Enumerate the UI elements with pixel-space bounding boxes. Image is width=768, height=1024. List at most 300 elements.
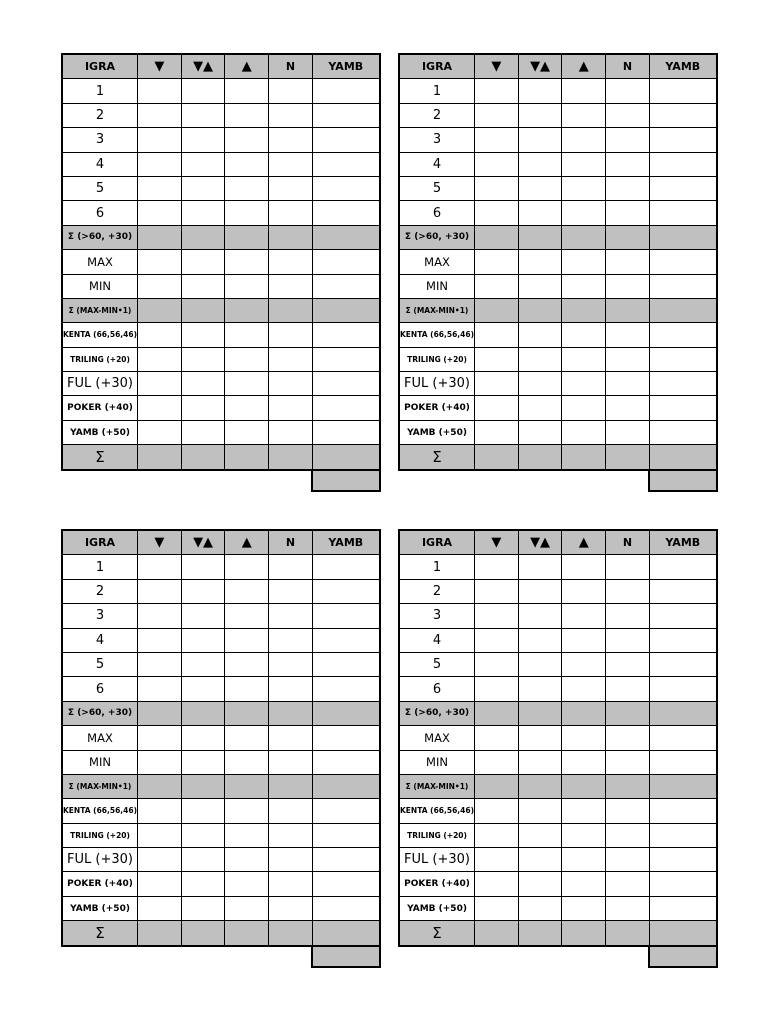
- score-cell-n[interactable]: [269, 579, 313, 603]
- score-cell-n[interactable]: [606, 79, 650, 103]
- score-cell-down[interactable]: [475, 274, 519, 298]
- score-cell-n[interactable]: [606, 555, 650, 579]
- score-cell-down[interactable]: [475, 152, 519, 176]
- score-cell-down[interactable]: [475, 396, 519, 420]
- score-cell-updown[interactable]: [181, 152, 225, 176]
- score-cell-n[interactable]: [269, 848, 313, 872]
- score-cell-up[interactable]: [562, 677, 606, 701]
- score-cell-up[interactable]: [225, 799, 269, 823]
- score-cell-updown[interactable]: [518, 274, 562, 298]
- score-cell-updown[interactable]: [181, 628, 225, 652]
- score-cell-n[interactable]: [269, 677, 313, 701]
- score-cell-updown[interactable]: [181, 799, 225, 823]
- score-cell-down[interactable]: [138, 677, 182, 701]
- score-cell-n[interactable]: [269, 347, 313, 371]
- score-cell-down[interactable]: [475, 604, 519, 628]
- score-cell-down[interactable]: [138, 347, 182, 371]
- score-cell-yamb[interactable]: [649, 750, 717, 774]
- score-cell-up[interactable]: [562, 726, 606, 750]
- score-cell-yamb[interactable]: [649, 823, 717, 847]
- score-cell-down[interactable]: [138, 701, 182, 725]
- score-cell-up[interactable]: [225, 726, 269, 750]
- score-cell-up[interactable]: [225, 652, 269, 676]
- score-cell-n[interactable]: [269, 774, 313, 798]
- score-cell-down[interactable]: [138, 298, 182, 322]
- score-cell-down[interactable]: [475, 726, 519, 750]
- score-cell-yamb[interactable]: [312, 103, 380, 127]
- score-cell-n[interactable]: [606, 201, 650, 225]
- score-cell-n[interactable]: [606, 726, 650, 750]
- score-cell-n[interactable]: [269, 79, 313, 103]
- score-cell-n[interactable]: [269, 701, 313, 725]
- score-cell-n[interactable]: [606, 396, 650, 420]
- score-cell-up[interactable]: [562, 652, 606, 676]
- score-cell-up[interactable]: [562, 799, 606, 823]
- score-cell-yamb[interactable]: [649, 677, 717, 701]
- score-cell-up[interactable]: [225, 274, 269, 298]
- score-cell-up[interactable]: [562, 774, 606, 798]
- score-cell-updown[interactable]: [518, 323, 562, 347]
- score-cell-up[interactable]: [562, 420, 606, 444]
- score-cell-up[interactable]: [562, 152, 606, 176]
- score-cell-up[interactable]: [225, 445, 269, 470]
- score-cell-down[interactable]: [475, 774, 519, 798]
- score-cell-n[interactable]: [606, 103, 650, 127]
- score-cell-n[interactable]: [269, 225, 313, 249]
- score-cell-yamb[interactable]: [649, 176, 717, 200]
- score-cell-updown[interactable]: [518, 896, 562, 920]
- score-cell-up[interactable]: [225, 896, 269, 920]
- score-cell-n[interactable]: [269, 176, 313, 200]
- score-cell-up[interactable]: [562, 347, 606, 371]
- score-cell-n[interactable]: [269, 750, 313, 774]
- score-cell-n[interactable]: [606, 347, 650, 371]
- score-cell-updown[interactable]: [181, 420, 225, 444]
- score-cell-down[interactable]: [475, 579, 519, 603]
- score-cell-updown[interactable]: [518, 128, 562, 152]
- score-cell-up[interactable]: [225, 823, 269, 847]
- score-cell-down[interactable]: [475, 628, 519, 652]
- score-cell-down[interactable]: [138, 128, 182, 152]
- score-cell-down[interactable]: [138, 848, 182, 872]
- score-cell-down[interactable]: [138, 896, 182, 920]
- score-cell-updown[interactable]: [518, 823, 562, 847]
- score-cell-updown[interactable]: [181, 823, 225, 847]
- score-cell-up[interactable]: [562, 921, 606, 946]
- score-cell-up[interactable]: [562, 298, 606, 322]
- score-cell-down[interactable]: [475, 823, 519, 847]
- score-cell-up[interactable]: [225, 579, 269, 603]
- score-cell-up[interactable]: [225, 628, 269, 652]
- score-cell-updown[interactable]: [518, 152, 562, 176]
- score-cell-down[interactable]: [138, 823, 182, 847]
- score-cell-down[interactable]: [138, 274, 182, 298]
- score-cell-down[interactable]: [475, 750, 519, 774]
- score-cell-updown[interactable]: [518, 225, 562, 249]
- score-cell-updown[interactable]: [518, 774, 562, 798]
- score-cell-up[interactable]: [225, 323, 269, 347]
- score-cell-updown[interactable]: [518, 298, 562, 322]
- score-cell-yamb[interactable]: [649, 774, 717, 798]
- score-cell-yamb[interactable]: [649, 555, 717, 579]
- score-cell-up[interactable]: [225, 176, 269, 200]
- score-cell-yamb[interactable]: [312, 604, 380, 628]
- score-cell-updown[interactable]: [181, 445, 225, 470]
- score-cell-yamb[interactable]: [649, 225, 717, 249]
- score-cell-n[interactable]: [606, 896, 650, 920]
- score-cell-down[interactable]: [475, 848, 519, 872]
- score-cell-down[interactable]: [475, 250, 519, 274]
- score-cell-yamb[interactable]: [312, 774, 380, 798]
- score-cell-updown[interactable]: [518, 579, 562, 603]
- score-cell-yamb[interactable]: [649, 128, 717, 152]
- score-cell-n[interactable]: [606, 579, 650, 603]
- score-cell-down[interactable]: [138, 921, 182, 946]
- score-cell-updown[interactable]: [181, 848, 225, 872]
- score-cell-n[interactable]: [606, 152, 650, 176]
- score-cell-yamb[interactable]: [649, 396, 717, 420]
- score-cell-updown[interactable]: [518, 103, 562, 127]
- score-cell-yamb[interactable]: [312, 823, 380, 847]
- score-cell-up[interactable]: [562, 176, 606, 200]
- score-cell-up[interactable]: [562, 250, 606, 274]
- score-cell-yamb[interactable]: [312, 921, 380, 946]
- score-cell-updown[interactable]: [181, 372, 225, 396]
- score-cell-updown[interactable]: [518, 799, 562, 823]
- score-cell-down[interactable]: [138, 201, 182, 225]
- score-cell-n[interactable]: [269, 872, 313, 896]
- score-cell-down[interactable]: [138, 420, 182, 444]
- score-cell-up[interactable]: [225, 848, 269, 872]
- score-cell-updown[interactable]: [518, 347, 562, 371]
- score-cell-n[interactable]: [606, 250, 650, 274]
- score-cell-down[interactable]: [138, 323, 182, 347]
- score-cell-n[interactable]: [269, 726, 313, 750]
- score-cell-yamb[interactable]: [649, 872, 717, 896]
- score-cell-yamb[interactable]: [312, 250, 380, 274]
- score-cell-down[interactable]: [138, 372, 182, 396]
- score-cell-updown[interactable]: [181, 79, 225, 103]
- score-cell-yamb[interactable]: [312, 579, 380, 603]
- score-cell-n[interactable]: [269, 201, 313, 225]
- score-cell-yamb[interactable]: [312, 176, 380, 200]
- score-cell-updown[interactable]: [181, 579, 225, 603]
- score-cell-up[interactable]: [225, 750, 269, 774]
- score-cell-n[interactable]: [269, 896, 313, 920]
- score-cell-updown[interactable]: [181, 298, 225, 322]
- score-cell-up[interactable]: [562, 701, 606, 725]
- score-cell-down[interactable]: [475, 420, 519, 444]
- score-cell-updown[interactable]: [181, 872, 225, 896]
- score-cell-n[interactable]: [606, 848, 650, 872]
- score-cell-n[interactable]: [269, 128, 313, 152]
- score-cell-n[interactable]: [606, 921, 650, 946]
- score-cell-yamb[interactable]: [312, 323, 380, 347]
- score-cell-up[interactable]: [562, 396, 606, 420]
- score-cell-down[interactable]: [475, 128, 519, 152]
- score-cell-down[interactable]: [475, 79, 519, 103]
- score-cell-updown[interactable]: [518, 372, 562, 396]
- score-cell-yamb[interactable]: [312, 347, 380, 371]
- score-cell-down[interactable]: [138, 79, 182, 103]
- score-cell-down[interactable]: [138, 555, 182, 579]
- score-cell-down[interactable]: [475, 701, 519, 725]
- score-cell-yamb[interactable]: [312, 848, 380, 872]
- score-cell-yamb[interactable]: [312, 396, 380, 420]
- score-cell-down[interactable]: [475, 677, 519, 701]
- score-cell-updown[interactable]: [181, 726, 225, 750]
- score-cell-n[interactable]: [606, 372, 650, 396]
- score-cell-n[interactable]: [606, 628, 650, 652]
- score-cell-yamb[interactable]: [649, 201, 717, 225]
- score-cell-updown[interactable]: [181, 103, 225, 127]
- score-cell-yamb[interactable]: [312, 628, 380, 652]
- score-cell-down[interactable]: [138, 103, 182, 127]
- score-cell-up[interactable]: [562, 274, 606, 298]
- score-cell-yamb[interactable]: [649, 250, 717, 274]
- score-cell-up[interactable]: [225, 250, 269, 274]
- score-cell-updown[interactable]: [181, 225, 225, 249]
- score-cell-yamb[interactable]: [312, 79, 380, 103]
- score-cell-updown[interactable]: [181, 176, 225, 200]
- score-cell-yamb[interactable]: [649, 726, 717, 750]
- score-cell-down[interactable]: [475, 799, 519, 823]
- score-cell-up[interactable]: [225, 555, 269, 579]
- score-cell-yamb[interactable]: [312, 201, 380, 225]
- score-cell-updown[interactable]: [518, 628, 562, 652]
- score-cell-n[interactable]: [606, 750, 650, 774]
- score-cell-yamb[interactable]: [649, 372, 717, 396]
- score-cell-yamb[interactable]: [649, 79, 717, 103]
- score-cell-updown[interactable]: [181, 604, 225, 628]
- score-cell-up[interactable]: [562, 555, 606, 579]
- grand-total-cell[interactable]: [648, 470, 718, 492]
- score-cell-n[interactable]: [606, 298, 650, 322]
- score-cell-down[interactable]: [475, 201, 519, 225]
- score-cell-down[interactable]: [475, 872, 519, 896]
- score-cell-down[interactable]: [475, 555, 519, 579]
- score-cell-down[interactable]: [475, 896, 519, 920]
- score-cell-n[interactable]: [606, 176, 650, 200]
- score-cell-down[interactable]: [475, 921, 519, 946]
- score-cell-yamb[interactable]: [649, 298, 717, 322]
- score-cell-up[interactable]: [225, 872, 269, 896]
- score-cell-n[interactable]: [269, 103, 313, 127]
- score-cell-n[interactable]: [606, 445, 650, 470]
- score-cell-down[interactable]: [138, 774, 182, 798]
- score-cell-n[interactable]: [606, 604, 650, 628]
- score-cell-up[interactable]: [562, 445, 606, 470]
- score-cell-yamb[interactable]: [312, 555, 380, 579]
- score-cell-up[interactable]: [225, 604, 269, 628]
- score-cell-n[interactable]: [606, 652, 650, 676]
- score-cell-up[interactable]: [562, 201, 606, 225]
- score-cell-up[interactable]: [562, 872, 606, 896]
- score-cell-n[interactable]: [606, 799, 650, 823]
- score-cell-yamb[interactable]: [649, 347, 717, 371]
- score-cell-updown[interactable]: [181, 652, 225, 676]
- score-cell-updown[interactable]: [181, 921, 225, 946]
- score-cell-updown[interactable]: [518, 750, 562, 774]
- score-cell-yamb[interactable]: [649, 921, 717, 946]
- score-cell-updown[interactable]: [518, 445, 562, 470]
- score-cell-yamb[interactable]: [649, 152, 717, 176]
- score-cell-up[interactable]: [562, 823, 606, 847]
- score-cell-up[interactable]: [562, 128, 606, 152]
- score-cell-up[interactable]: [562, 628, 606, 652]
- score-cell-n[interactable]: [269, 604, 313, 628]
- score-cell-up[interactable]: [225, 152, 269, 176]
- score-cell-updown[interactable]: [518, 677, 562, 701]
- score-cell-down[interactable]: [475, 652, 519, 676]
- score-cell-updown[interactable]: [518, 848, 562, 872]
- score-cell-yamb[interactable]: [312, 750, 380, 774]
- score-cell-up[interactable]: [562, 79, 606, 103]
- score-cell-updown[interactable]: [181, 555, 225, 579]
- score-cell-up[interactable]: [225, 420, 269, 444]
- score-cell-up[interactable]: [562, 848, 606, 872]
- score-cell-yamb[interactable]: [649, 701, 717, 725]
- score-cell-n[interactable]: [269, 250, 313, 274]
- score-cell-yamb[interactable]: [312, 726, 380, 750]
- score-cell-updown[interactable]: [181, 347, 225, 371]
- score-cell-n[interactable]: [269, 555, 313, 579]
- score-cell-n[interactable]: [269, 921, 313, 946]
- score-cell-updown[interactable]: [181, 750, 225, 774]
- score-cell-n[interactable]: [269, 274, 313, 298]
- score-cell-n[interactable]: [606, 823, 650, 847]
- score-cell-down[interactable]: [138, 799, 182, 823]
- score-cell-updown[interactable]: [181, 201, 225, 225]
- score-cell-updown[interactable]: [518, 604, 562, 628]
- score-cell-yamb[interactable]: [312, 372, 380, 396]
- score-cell-down[interactable]: [138, 396, 182, 420]
- score-cell-down[interactable]: [138, 225, 182, 249]
- score-cell-down[interactable]: [475, 347, 519, 371]
- score-cell-updown[interactable]: [518, 176, 562, 200]
- score-cell-updown[interactable]: [518, 872, 562, 896]
- score-cell-updown[interactable]: [518, 250, 562, 274]
- score-cell-up[interactable]: [225, 396, 269, 420]
- score-cell-up[interactable]: [562, 372, 606, 396]
- score-cell-up[interactable]: [562, 579, 606, 603]
- grand-total-cell[interactable]: [311, 470, 381, 492]
- score-cell-n[interactable]: [606, 701, 650, 725]
- score-cell-yamb[interactable]: [312, 445, 380, 470]
- score-cell-down[interactable]: [138, 726, 182, 750]
- score-cell-n[interactable]: [269, 420, 313, 444]
- score-cell-up[interactable]: [562, 103, 606, 127]
- score-cell-updown[interactable]: [518, 420, 562, 444]
- score-cell-n[interactable]: [606, 420, 650, 444]
- score-cell-n[interactable]: [269, 298, 313, 322]
- score-cell-n[interactable]: [269, 372, 313, 396]
- score-cell-n[interactable]: [269, 652, 313, 676]
- score-cell-yamb[interactable]: [312, 701, 380, 725]
- score-cell-yamb[interactable]: [312, 152, 380, 176]
- score-cell-down[interactable]: [138, 176, 182, 200]
- score-cell-yamb[interactable]: [649, 799, 717, 823]
- score-cell-down[interactable]: [475, 372, 519, 396]
- score-cell-up[interactable]: [225, 128, 269, 152]
- score-cell-n[interactable]: [269, 445, 313, 470]
- score-cell-n[interactable]: [606, 774, 650, 798]
- score-cell-yamb[interactable]: [312, 677, 380, 701]
- score-cell-up[interactable]: [225, 103, 269, 127]
- score-cell-updown[interactable]: [518, 555, 562, 579]
- score-cell-yamb[interactable]: [312, 872, 380, 896]
- score-cell-yamb[interactable]: [649, 579, 717, 603]
- score-cell-yamb[interactable]: [649, 274, 717, 298]
- score-cell-yamb[interactable]: [649, 628, 717, 652]
- score-cell-yamb[interactable]: [312, 128, 380, 152]
- score-cell-n[interactable]: [269, 628, 313, 652]
- score-cell-down[interactable]: [475, 323, 519, 347]
- score-cell-updown[interactable]: [518, 79, 562, 103]
- grand-total-cell[interactable]: [311, 946, 381, 968]
- score-cell-yamb[interactable]: [649, 604, 717, 628]
- score-cell-updown[interactable]: [518, 201, 562, 225]
- score-cell-updown[interactable]: [181, 250, 225, 274]
- grand-total-cell[interactable]: [648, 946, 718, 968]
- score-cell-updown[interactable]: [181, 128, 225, 152]
- score-cell-n[interactable]: [606, 323, 650, 347]
- score-cell-yamb[interactable]: [312, 652, 380, 676]
- score-cell-updown[interactable]: [181, 323, 225, 347]
- score-cell-down[interactable]: [138, 152, 182, 176]
- score-cell-updown[interactable]: [518, 396, 562, 420]
- score-cell-yamb[interactable]: [649, 652, 717, 676]
- score-cell-down[interactable]: [138, 652, 182, 676]
- score-cell-yamb[interactable]: [649, 420, 717, 444]
- score-cell-updown[interactable]: [518, 726, 562, 750]
- score-cell-yamb[interactable]: [312, 298, 380, 322]
- score-cell-yamb[interactable]: [312, 896, 380, 920]
- score-cell-n[interactable]: [606, 274, 650, 298]
- score-cell-down[interactable]: [475, 225, 519, 249]
- score-cell-yamb[interactable]: [312, 225, 380, 249]
- score-cell-n[interactable]: [269, 823, 313, 847]
- score-cell-down[interactable]: [475, 103, 519, 127]
- score-cell-up[interactable]: [562, 225, 606, 249]
- score-cell-n[interactable]: [606, 225, 650, 249]
- score-cell-down[interactable]: [138, 579, 182, 603]
- score-cell-updown[interactable]: [181, 896, 225, 920]
- score-cell-updown[interactable]: [181, 701, 225, 725]
- score-cell-n[interactable]: [606, 677, 650, 701]
- score-cell-up[interactable]: [562, 896, 606, 920]
- score-cell-down[interactable]: [475, 445, 519, 470]
- score-cell-yamb[interactable]: [649, 323, 717, 347]
- score-cell-updown[interactable]: [181, 774, 225, 798]
- score-cell-up[interactable]: [225, 677, 269, 701]
- score-cell-yamb[interactable]: [649, 848, 717, 872]
- score-cell-updown[interactable]: [518, 921, 562, 946]
- score-cell-up[interactable]: [225, 225, 269, 249]
- score-cell-yamb[interactable]: [649, 896, 717, 920]
- score-cell-n[interactable]: [269, 799, 313, 823]
- score-cell-up[interactable]: [225, 79, 269, 103]
- score-cell-up[interactable]: [225, 921, 269, 946]
- score-cell-yamb[interactable]: [312, 420, 380, 444]
- score-cell-yamb[interactable]: [649, 445, 717, 470]
- score-cell-updown[interactable]: [181, 677, 225, 701]
- score-cell-down[interactable]: [138, 872, 182, 896]
- score-cell-up[interactable]: [225, 372, 269, 396]
- score-cell-up[interactable]: [562, 604, 606, 628]
- score-cell-up[interactable]: [562, 323, 606, 347]
- score-cell-up[interactable]: [225, 201, 269, 225]
